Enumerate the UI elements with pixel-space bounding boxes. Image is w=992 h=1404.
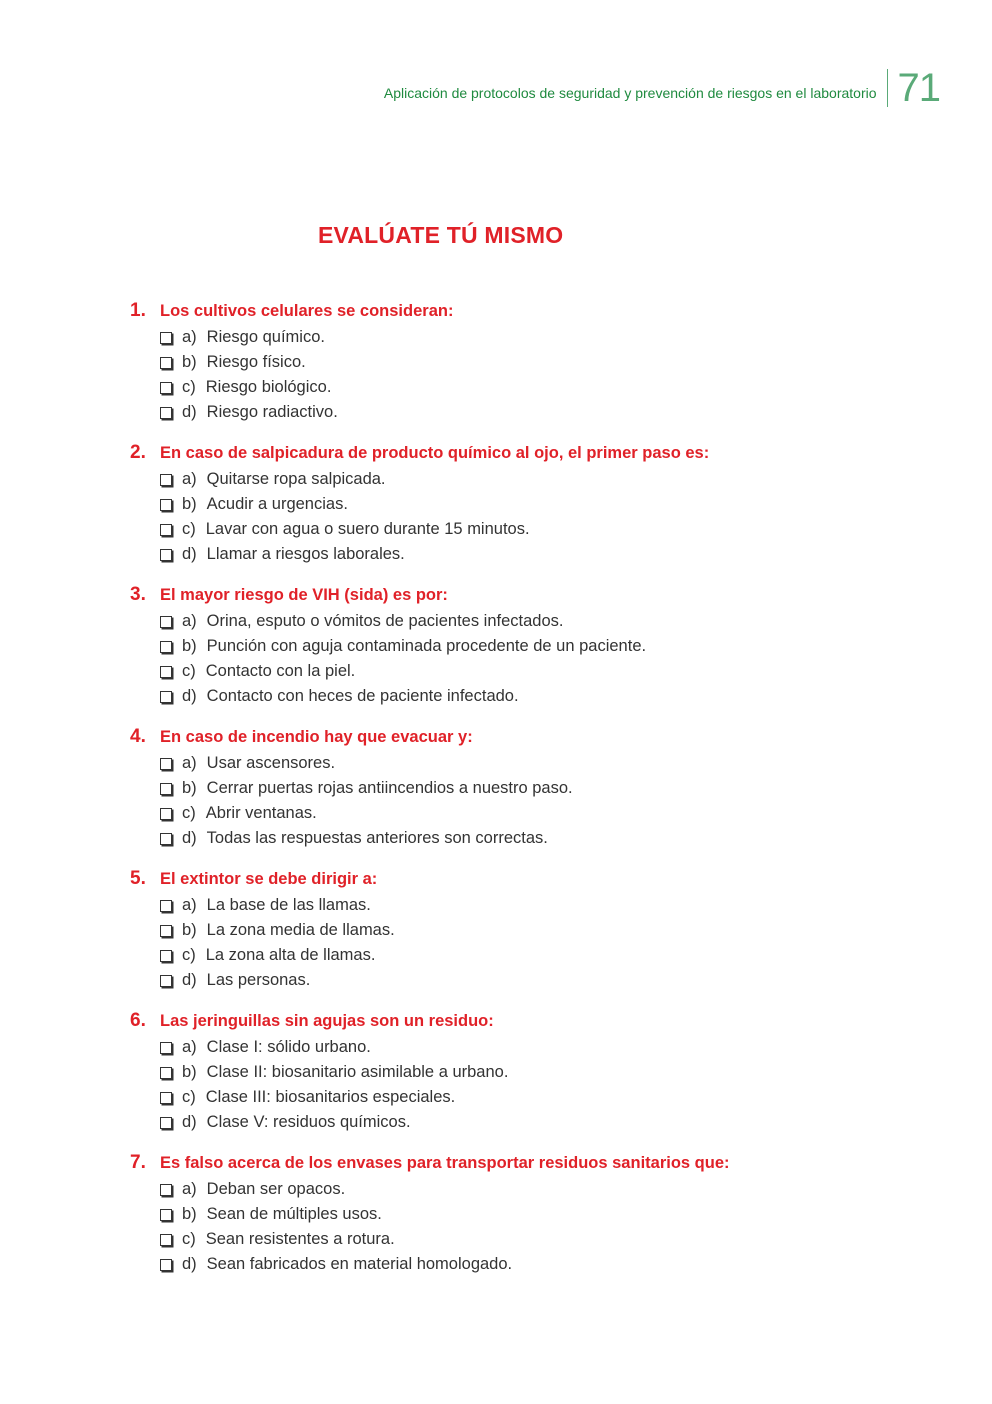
option-list [130,893,890,993]
option-letter: b) [182,353,197,371]
option-text: La base de las llamas. [206,896,371,914]
question-text: Los cultivos celulares se consideran: [160,302,454,320]
question-1 [130,300,890,425]
checkbox-icon[interactable] [160,758,172,770]
option-letter: d) [182,1113,197,1131]
option-item [160,801,890,826]
option-text: Clase II: biosanitario asimilable a urbano. [206,1063,509,1081]
question-number: 6. [130,1010,146,1031]
question-3 [130,584,890,709]
option-letter: c) [182,946,196,964]
checkbox-icon[interactable] [160,1259,172,1271]
question-heading [130,300,890,325]
checkbox-icon[interactable] [160,925,172,937]
option-letter: a) [182,896,197,914]
option-text: Llamar a riesgos laborales. [206,545,405,563]
option-letter: a) [182,328,197,346]
option-item [160,968,890,993]
question-heading [130,584,890,609]
option-text: Riesgo químico. [206,328,325,346]
checkbox-icon[interactable] [160,1209,172,1221]
page-title: EVALÚATE TÚ MISMO [318,222,564,248]
checkbox-icon[interactable] [160,357,172,369]
option-item [160,1177,890,1202]
checkbox-icon[interactable] [160,808,172,820]
option-item [160,325,890,350]
question-heading [130,1152,890,1177]
page-number [887,68,941,108]
checkbox-icon[interactable] [160,1067,172,1079]
option-item [160,609,890,634]
option-text: Sean resistentes a rotura. [205,1230,395,1248]
checkbox-icon[interactable] [160,332,172,344]
option-item [160,684,890,709]
checkbox-icon[interactable] [160,1117,172,1129]
question-number: 3. [130,584,146,605]
question-heading [130,1010,890,1035]
option-list [130,467,890,567]
option-letter: a) [182,1038,197,1056]
checkbox-icon[interactable] [160,666,172,678]
page-number-divider [887,69,888,107]
checkbox-icon[interactable] [160,1042,172,1054]
option-item [160,1227,890,1252]
option-list [130,1035,890,1135]
option-letter: b) [182,495,197,513]
question-text: Es falso acerca de los envases para transportar residuos sanitarios que: [160,1154,730,1172]
option-letter: d) [182,829,197,847]
question-heading [130,868,890,893]
option-item [160,1252,890,1277]
option-item [160,918,890,943]
option-text: La zona media de llamas. [206,921,395,939]
checkbox-icon[interactable] [160,900,172,912]
checkbox-icon[interactable] [160,975,172,987]
checkbox-icon[interactable] [160,524,172,536]
option-text: Quitarse ropa salpicada. [206,470,386,488]
option-text: Sean de múltiples usos. [206,1205,382,1223]
question-text: El extintor se debe dirigir a: [160,870,378,888]
option-letter: c) [182,804,196,822]
option-letter: b) [182,779,197,797]
option-text: Riesgo biológico. [205,378,332,396]
question-number: 2. [130,442,146,463]
option-text: Sean fabricados en material homologado. [206,1255,513,1273]
option-item [160,492,890,517]
option-letter: d) [182,403,197,421]
running-title: Aplicación de protocolos de seguridad y prevención de riesgos en el laboratorio [383,85,877,101]
option-text: Las personas. [206,971,311,989]
option-list [130,751,890,851]
question-7 [130,1152,890,1277]
option-item [160,542,890,567]
option-letter: b) [182,921,197,939]
question-4 [130,726,890,851]
page-header [384,68,940,108]
option-item [160,1110,890,1135]
question-5 [130,868,890,993]
option-text: Clase III: biosanitarios especiales. [205,1088,456,1106]
option-letter: c) [182,378,196,396]
checkbox-icon[interactable] [160,407,172,419]
checkbox-icon[interactable] [160,641,172,653]
option-item [160,375,890,400]
option-item [160,1202,890,1227]
option-text: Contacto con heces de paciente infectado. [206,687,519,705]
option-text: Todas las respuestas anteriores son correctas. [206,829,548,847]
question-text: En caso de salpicadura de producto químico al ojo, el primer paso es: [160,444,710,462]
option-text: Usar ascensores. [206,754,336,772]
option-item [160,400,890,425]
option-item [160,943,890,968]
option-item [160,350,890,375]
option-text: Riesgo radiactivo. [206,403,338,421]
option-item [160,893,890,918]
option-letter: c) [182,662,196,680]
checkbox-icon[interactable] [160,950,172,962]
question-number: 5. [130,868,146,889]
option-letter: d) [182,545,197,563]
option-letter: a) [182,754,197,772]
question-6 [130,1010,890,1135]
option-text: Abrir ventanas. [205,804,317,822]
question-text: En caso de incendio hay que evacuar y: [160,728,473,746]
question-number: 4. [130,726,146,747]
page-number-value: 71 [897,66,940,110]
option-letter: d) [182,971,197,989]
option-item [160,776,890,801]
option-list [130,609,890,709]
option-text: Lavar con agua o suero durante 15 minutos. [205,520,530,538]
checkbox-icon[interactable] [160,1184,172,1196]
question-text: Las jeringuillas sin agujas son un residuo: [160,1012,494,1030]
option-letter: b) [182,637,197,655]
option-text: Contacto con la piel. [205,662,356,680]
option-letter: c) [182,1088,196,1106]
option-list [130,325,890,425]
option-letter: a) [182,612,197,630]
option-letter: a) [182,1180,197,1198]
option-letter: b) [182,1205,197,1223]
question-heading [130,726,890,751]
option-letter: c) [182,1230,196,1248]
checkbox-icon[interactable] [160,1234,172,1246]
option-letter: a) [182,470,197,488]
option-letter: d) [182,687,197,705]
option-text: Orina, esputo o vómitos de pacientes infectados. [206,612,564,630]
option-item [160,1035,890,1060]
option-letter: c) [182,520,196,538]
option-list [130,1177,890,1277]
question-2 [130,442,890,567]
option-item [160,1085,890,1110]
option-text: Deban ser opacos. [206,1180,346,1198]
option-text: Clase V: residuos químicos. [206,1113,411,1131]
option-text: La zona alta de llamas. [205,946,376,964]
checkbox-icon[interactable] [160,833,172,845]
option-letter: b) [182,1063,197,1081]
option-letter: d) [182,1255,197,1273]
checkbox-icon[interactable] [160,499,172,511]
option-item [160,517,890,542]
checkbox-icon[interactable] [160,783,172,795]
option-item [160,467,890,492]
option-text: Clase I: sólido urbano. [206,1038,371,1056]
option-text: Punción con aguja contaminada procedente de un paciente. [206,637,647,655]
checkbox-icon[interactable] [160,549,172,561]
option-item [160,634,890,659]
question-number: 7. [130,1152,146,1173]
checkbox-icon[interactable] [160,1092,172,1104]
checkbox-icon[interactable] [160,616,172,628]
option-item [160,1060,890,1085]
question-number: 1. [130,300,146,321]
checkbox-icon[interactable] [160,474,172,486]
question-list [130,300,890,1294]
question-heading [130,442,890,467]
option-item [160,659,890,684]
option-item [160,826,890,851]
option-text: Riesgo físico. [206,353,306,371]
checkbox-icon[interactable] [160,382,172,394]
question-text: El mayor riesgo de VIH (sida) es por: [160,586,448,604]
option-text: Cerrar puertas rojas antiincendios a nuestro paso. [206,779,573,797]
option-item [160,751,890,776]
option-text: Acudir a urgencias. [206,495,348,513]
checkbox-icon[interactable] [160,691,172,703]
